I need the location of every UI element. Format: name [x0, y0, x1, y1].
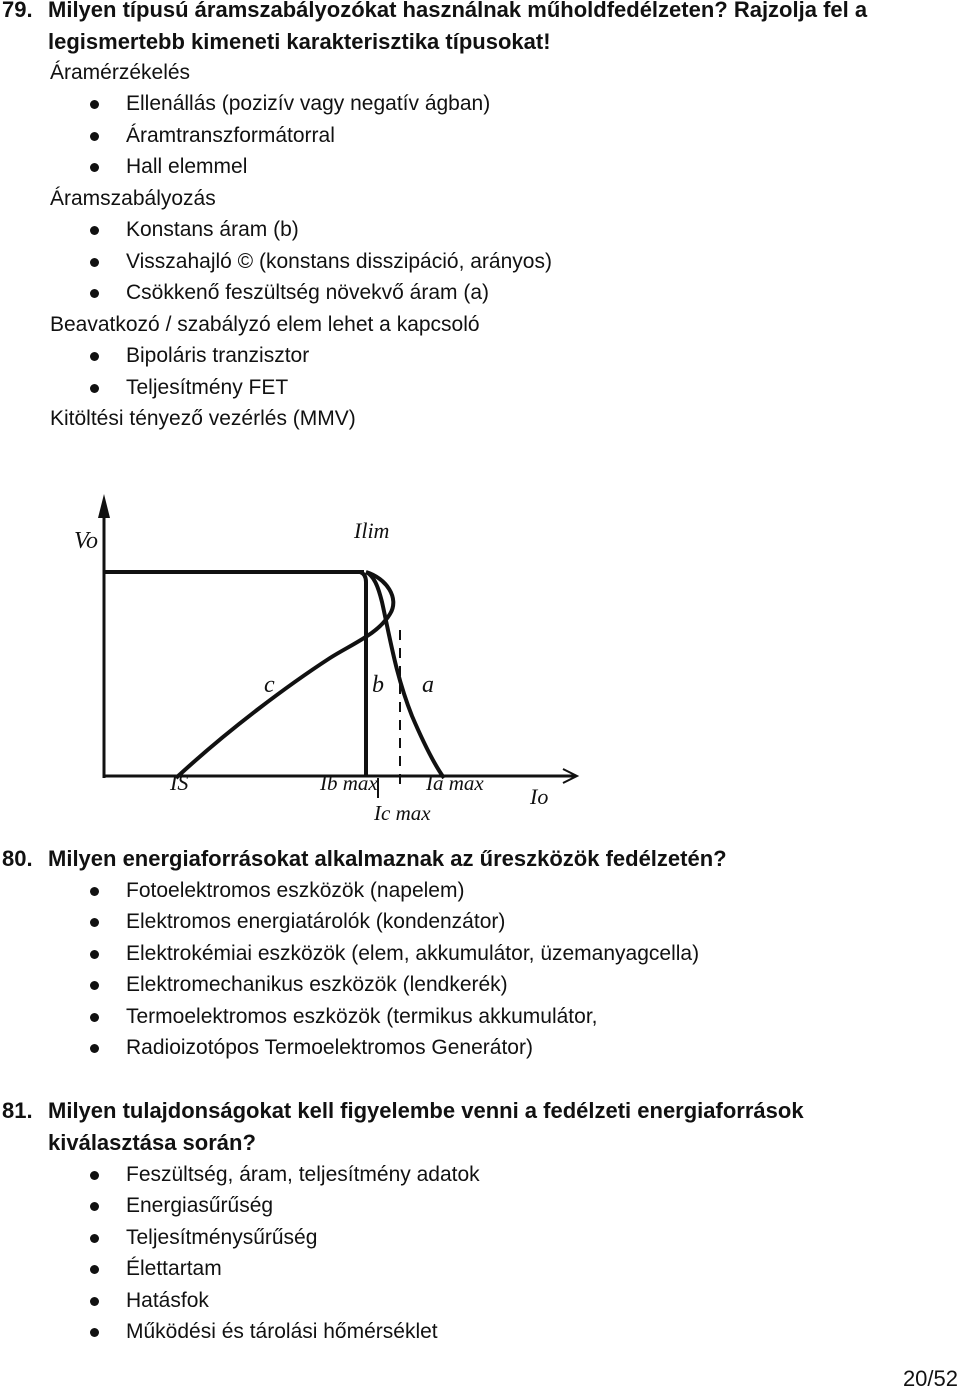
- bullet-icon: [90, 1171, 99, 1180]
- section-heading: Áramérzékelés: [50, 61, 191, 84]
- page-number: 20/52: [902, 1366, 958, 1391]
- bullet-icon: [90, 226, 99, 235]
- question-title-line2: kiválasztása során?: [48, 1130, 256, 1155]
- section-heading: Áramszabályozás: [50, 187, 216, 210]
- question-title: Milyen energiaforrásokat alkalmaznak az űreszközök fedélzetén?: [48, 846, 727, 871]
- current-limit-characteristic-figure: [60, 488, 600, 838]
- bullet-icon: [90, 100, 99, 109]
- bullet-icon: [90, 1328, 99, 1337]
- y-axis-arrow-icon: [98, 494, 110, 518]
- bullet-icon: [90, 258, 99, 267]
- x-axis-label: Io: [530, 784, 549, 809]
- question-title-line1: Milyen típusú áramszabályozókat használnak műholdfedélzeten? Rajzolja fel a: [48, 0, 868, 22]
- question-title-line2: legismertebb kimeneti karakterisztika típusokat!: [48, 29, 551, 54]
- curve-b: [360, 572, 366, 776]
- bullet-icon: [90, 887, 99, 896]
- bullet-icon: [90, 1044, 99, 1053]
- is-label: IS: [170, 770, 189, 795]
- bullet-icon: [90, 132, 99, 141]
- bullet-icon: [90, 981, 99, 990]
- curve-a-label: a: [422, 672, 434, 698]
- bullet-icon: [90, 289, 99, 298]
- section-heading: Kitöltési tényező vezérlés (MMV): [50, 407, 356, 430]
- bullet-icon: [90, 918, 99, 927]
- bullet-icon: [90, 1265, 99, 1274]
- section-heading: Beavatkozó / szabályzó elem lehet a kapcsoló: [50, 313, 480, 336]
- bullet-icon: [90, 950, 99, 959]
- y-axis-label: Vo: [74, 528, 98, 554]
- question-number: 79.: [2, 0, 33, 22]
- bullet-icon: [90, 1297, 99, 1306]
- bullet-icon: [90, 384, 99, 393]
- bullet-icon: [90, 163, 99, 172]
- question-title-line1: Milyen tulajdonságokat kell figyelembe venni a fedélzeti energiaforrások: [48, 1098, 804, 1123]
- ic-max-label: Ic max: [374, 801, 431, 825]
- bullet-icon: [90, 1234, 99, 1243]
- ia-max-label: Ia max: [426, 771, 484, 795]
- question-number: 81.: [2, 1098, 33, 1123]
- curve-c: [176, 572, 393, 778]
- curve-b-label: b: [372, 672, 384, 698]
- ilim-label: Ilim: [354, 518, 390, 543]
- ib-max-label: Ib max: [320, 771, 378, 795]
- bullet-icon: [90, 352, 99, 361]
- bullet-icon: [90, 1013, 99, 1022]
- bullet-icon: [90, 1202, 99, 1211]
- curve-c-label: c: [264, 672, 275, 698]
- question-number: 80.: [2, 846, 33, 871]
